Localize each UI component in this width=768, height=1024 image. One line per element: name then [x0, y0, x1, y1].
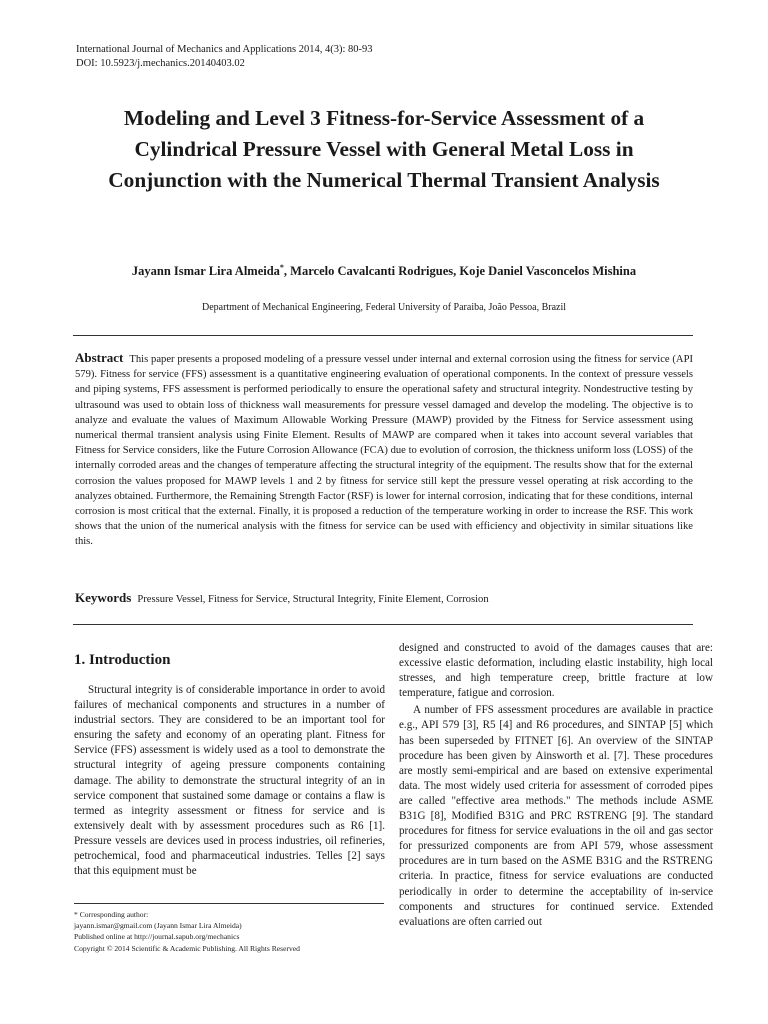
- intro-paragraph-1-continued: designed and constructed to avoid of the damages causes that are: excessive elastic deformation, including elastic instability, high local stresses, and high temperature creep, brittle fracture at low temperature, fatigue and corrosion.: [399, 642, 713, 700]
- paper-title: Modeling and Level 3 Fitness-for-Service Assessment of a Cylindrical Pressure Vessel with General Metal Loss in Conjunction with the Numerical Thermal Transient Analysis: [108, 106, 660, 192]
- intro-paragraph-1: Structural integrity is of considerable importance in order to avoid failures of mechanical components and structures in a number of industrial sectors. They are considered to be an important tool for ensuring the safety and economy of an operating plant. Fitness for Service (FFS) assessment is widely used as a tool to demonstrate the structural integrity of ageing pressure components containing damage. The ability to demonstrate the structural integrity of an in service component that sustained some damage or contains a flaw is termed as integrity assessment or fitness for service and is extensively dealt with by assessment procedures such as R6 [1]. Pressure vessels are devices used in process industries, oil refineries, petrochemical, food and pharmaceutical industries. Telles [2] says that this equipment must be: [74, 684, 385, 878]
- keywords-text: Pressure Vessel, Fitness for Service, Structural Integrity, Finite Element, Corrosion: [137, 594, 489, 605]
- corresponding-mark: *: [279, 263, 284, 272]
- journal-header: [76, 43, 373, 70]
- footnote-published: Published online at http://journal.sapub.org/mechanics: [74, 932, 240, 942]
- column-left: [74, 650, 385, 879]
- footnote-divider: [74, 903, 384, 904]
- footnote-corresponding: * Corresponding author:: [74, 910, 149, 919]
- keywords-label: Keywords: [75, 590, 132, 605]
- footnote-copyright: Copyright © 2014 Scientific & Academic Publishing. All Rights Reserved: [74, 943, 300, 953]
- footnote-email: jayann.ismar@gmail.com (Jayann Ismar Lira Almeida): [74, 921, 242, 931]
- abstract-label: Abstract: [75, 350, 124, 365]
- co-authors: , Marcelo Cavalcanti Rodrigues, Koje Daniel Vasconcelos Mishina: [283, 264, 637, 279]
- intro-paragraph-2: A number of FFS assessment procedures are available in practice e.g., API 579 [3], R5 [4] and R6 procedures, and SINTAP [5] which has been superseded by FITNET [6]. An overview of the SINTAP procedure has been given by Ainsworth et al. [7]. These procedures are mostly semi-empirical and are based on extensive experimental data. The most widely used criteria for assessment of corroded pipes are called "effective area methods." The methods include ASME B31G [8], Modified B31G and PRC RSTRENG [9]. The standard procedures for fitness for service evaluations in the oil and gas sector for pressurized components are from API 579, whose assessment procedures are in turn based on the ASME B31G and the RSTRENG criteria. In practice, fitness for service evaluations are conducted periodically in order to determine the acceptability of in-service components and structures for continued service. Extended evaluations are often carried out: [399, 704, 713, 928]
- keywords: [75, 590, 693, 607]
- affiliation: Department of Mechanical Engineering, Federal University of Paraiba, João Pessoa, Brazil: [201, 302, 567, 313]
- abstract: [75, 350, 693, 550]
- section-heading: 1. Introduction: [74, 652, 171, 668]
- column-right: [399, 641, 713, 930]
- divider-bottom: [73, 624, 693, 625]
- journal-doi: DOI: 10.5923/j.mechanics.20140403.02: [76, 57, 245, 69]
- footnotes: [74, 909, 386, 954]
- journal-citation: International Journal of Mechanics and Applications 2014, 4(3): 80-93: [76, 44, 373, 55]
- first-author: Jayann Ismar Lira Almeida: [131, 264, 280, 279]
- abstract-text: This paper presents a proposed modeling of a pressure vessel under internal and external corrosion using the fitness for service (API 579). Fitness for service (FFS) assessment is a quantitative engineering evaluation of operational components. In the context of pressure vessels and piping systems, FFS assessment is performed periodically to ensure the operational safety and structural integrity. Nondestructive testing by ultrasound was used to obtain loss of thickness wall measurements for pressure vessel damaged and develop the modeling. The objective is to analyze and evaluate the values of Maximum Allowable Working Pressure (MAWP) provided by the Fitness for Service assessment using numerical thermal transient analysis using Finite Element. Results of MAWP are compared when it takes into account several variables that Fitness for Service considers, like the Future Corrosion Allowance (FCA) due to evolution of corrosion, the thickness uniform loss (LOSS) of the internally corroded areas and the changes of temperature affecting the structural integrity of the equipment. The results show that for the external corrosion the values proposed for MAWP levels 1 and 2 by fitness for service still kept the pressure vessel operating at risk according to the analyzes obtained. Furthermore, the Remaining Strength Factor (RSF) is lower for internal corrosion, indicating that for these conditions, internal corrosion is most critical that the external. Finally, it is proposed a reduction of the temperature working in order to increase the RSF. This work shows that the union of the numerical analysis with the fitness for service can be used with efficiency and objectivity in similar situations like this.: [75, 354, 693, 548]
- divider-top: [73, 335, 693, 336]
- author-list: [76, 263, 692, 279]
